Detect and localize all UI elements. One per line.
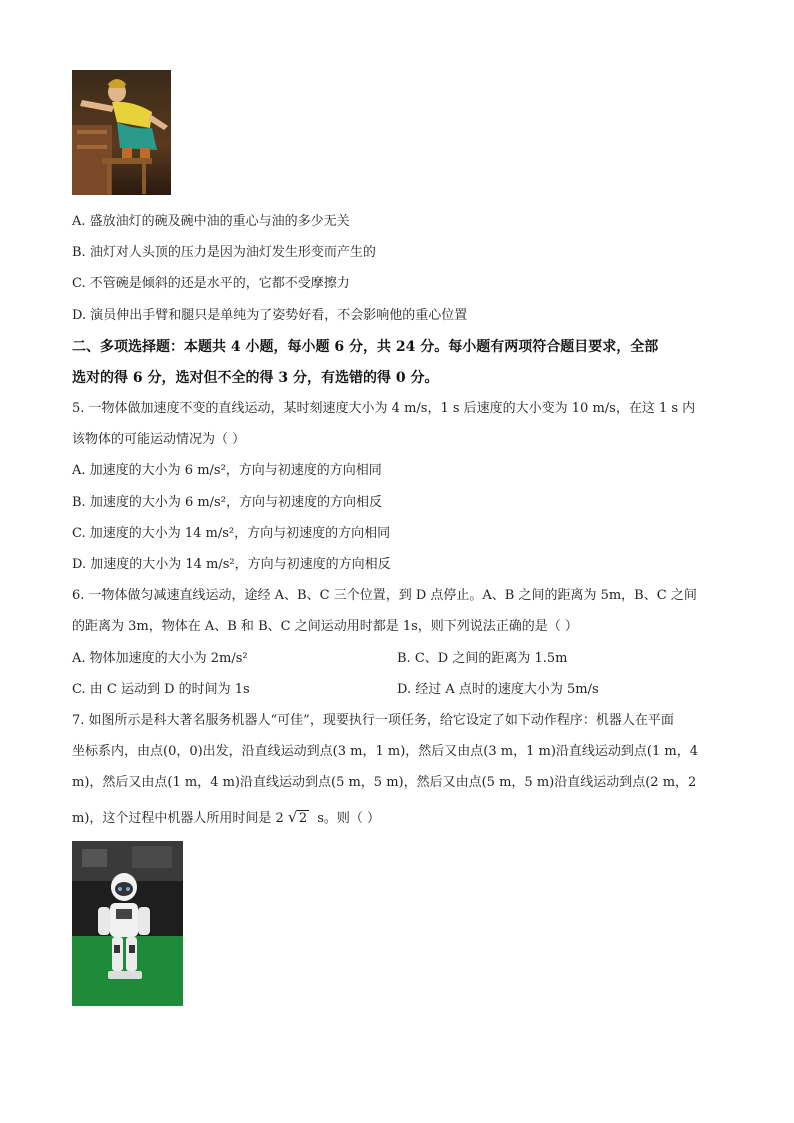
- sqrt-symbol: √ 2: [287, 808, 308, 826]
- q5-stem-line1: 5. 一物体做加速度不变的直线运动，某时刻速度大小为 4 m/s，1 s 后速度的大小变为 10 m/s，在这 1 s 内: [72, 401, 696, 416]
- q5-stem-line2: 该物体的可能运动情况为（ ）: [72, 432, 246, 447]
- robot-photo: [72, 841, 183, 1006]
- q6-option-b: B. C、D 之间的距离为 1.5m: [397, 651, 568, 666]
- q6-option-d: D. 经过 A 点时的速度大小为 5m/s: [397, 682, 599, 697]
- q5-option-d: D. 加速度的大小为 14 m/s²，方向与初速度的方向相反: [72, 557, 391, 572]
- q4-option-c: C. 不管碗是倾斜的还是水平的，它都不受摩擦力: [72, 276, 350, 291]
- q6-option-c: C. 由 C 运动到 D 的时间为 1s: [72, 682, 250, 697]
- q7-stem-line3: m)，然后又由点(1 m，4 m)沿直线运动到点(5 m，5 m)，然后又由点(5 m，5 m)沿直线运动到点(2 m，2: [72, 775, 697, 790]
- section2-heading-line1: 二、多项选择题：本题共 4 小题，每小题 6 分，共 24 分。每小题有两项符合题目要求，全部: [72, 339, 659, 355]
- q4-option-a: A. 盛放油灯的碗及碗中油的重心与油的多少无关: [72, 214, 350, 229]
- q4-option-b: B. 油灯对人头顶的压力是因为油灯发生形变而产生的: [72, 245, 376, 260]
- q7-stem-line2: 坐标系内，由点(0，0)出发，沿直线运动到点(3 m，1 m)，然后又由点(3 m，1 m)沿直线运动到点(1 m，4: [72, 744, 698, 759]
- sqrt-argument: 2: [298, 811, 308, 826]
- q7-stem-line4: [72, 808, 381, 827]
- section2-heading-line2: 选对的得 6 分，选对但不全的得 3 分，有选错的得 0 分。: [72, 370, 439, 386]
- q6-stem-line1: 6. 一物体做匀减速直线运动，途经 A、B、C 三个位置，到 D 点停止。A、B 之间的距离为 5m，B、C 之间: [72, 588, 697, 603]
- q7-stem-line4-pre: m)，这个过程中机器人所用时间是 2: [72, 811, 284, 826]
- q6-stem-line2: 的距离为 3m，物体在 A、B 和 B、C 之间运动用时都是 1s，则下列说法正确的是（ ）: [72, 619, 578, 634]
- q6-option-a: A. 物体加速度的大小为 2m/s²: [72, 651, 248, 666]
- q5-option-c: C. 加速度的大小为 14 m/s²，方向与初速度的方向相同: [72, 526, 391, 541]
- q5-option-b: B. 加速度的大小为 6 m/s²，方向与初速度的方向相反: [72, 495, 382, 510]
- q7-stem-line4-post: s。则（ ）: [313, 811, 381, 826]
- q5-option-a: A. 加速度的大小为 6 m/s²，方向与初速度的方向相同: [72, 463, 382, 478]
- performer-photo: [72, 70, 171, 195]
- q4-option-d: D. 演员伸出手臂和腿只是单纯为了姿势好看，不会影响他的重心位置: [72, 308, 468, 323]
- q7-stem-line1: 7. 如图所示是科大著名服务机器人“可佳”，现要执行一项任务，给它设定了如下动作程序：机器人在平面: [72, 713, 674, 728]
